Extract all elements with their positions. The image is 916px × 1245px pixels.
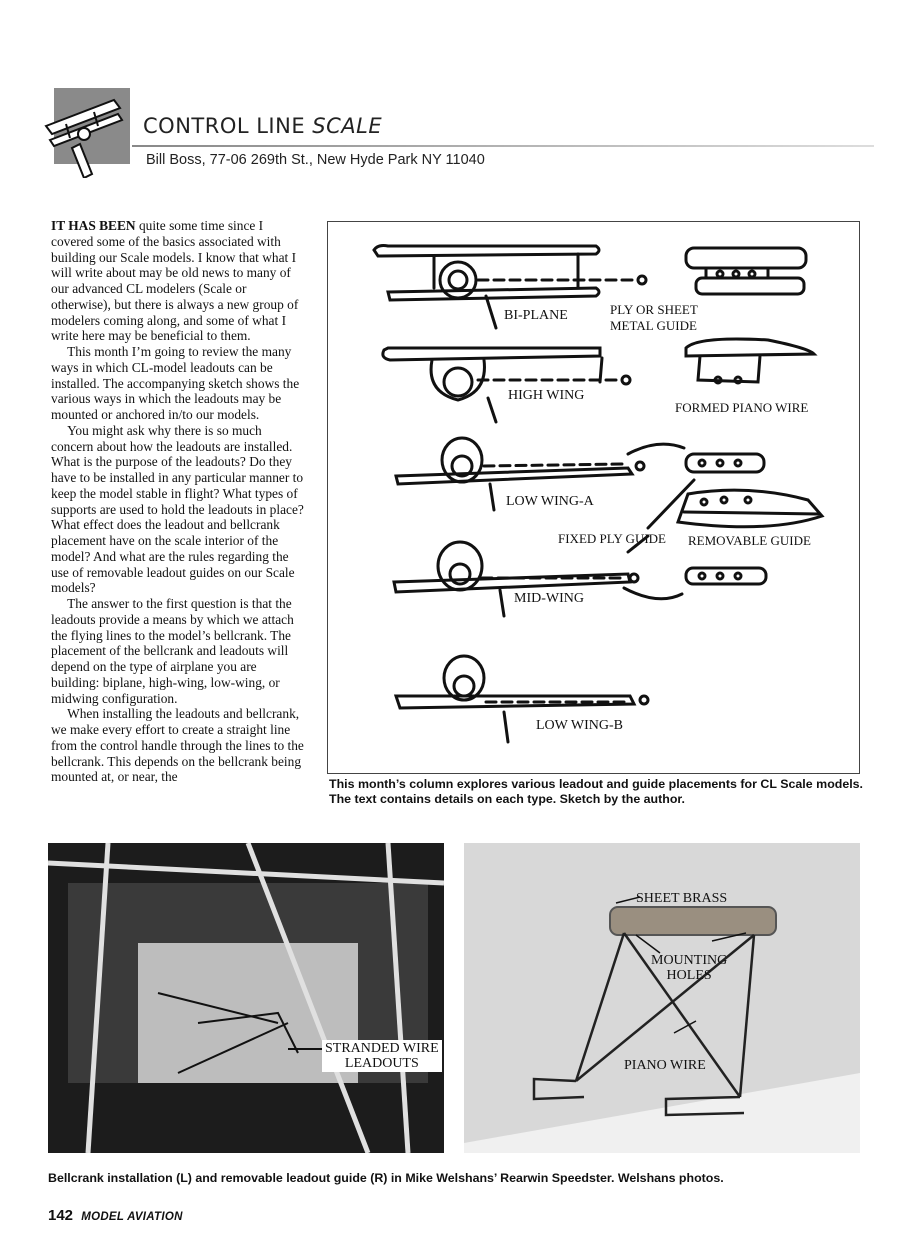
sketch-caption: This month’s column explores various leadout and guide placements for CL Scale models. The text contains details on each type. Sketch by the author. (329, 777, 863, 806)
column-title (143, 114, 382, 138)
article-paragraph-text: quite some time since I covered some of the basics associated with building our Scale models. I know that what I will write about may be old news to many of our advanced CL modelers (Scale or otherwise), but there is always a new group of modelers coming along, and some of what I write here may be beneficial to them. (51, 218, 299, 344)
article-lead-in: IT HAS BEEN (51, 218, 136, 233)
leadout-sketch (327, 221, 860, 774)
label-formed-wire: FORMED PIANO WIRE (675, 400, 809, 415)
label-high-wing: HIGH WING (508, 388, 585, 403)
label-stranded-wire: STRANDED WIRE (325, 1041, 439, 1056)
photo-bellcrank (48, 843, 444, 1153)
page-number: 142 (48, 1207, 74, 1224)
page-footer (48, 1207, 183, 1224)
biplane-upper-wing (374, 246, 599, 257)
label-sheet-brass: SHEET BRASS (636, 891, 728, 906)
label-biplane: BI-PLANE (504, 308, 568, 323)
label-low-wing-b: LOW WING-B (536, 718, 623, 733)
removable-guide (678, 490, 822, 527)
high-wing-fuselage (444, 368, 472, 396)
photo-leadout-guide (464, 843, 860, 1153)
biplane-lower-wing (388, 288, 599, 300)
label-ply-sheet-2: METAL GUIDE (610, 318, 697, 333)
ply-guide (686, 248, 806, 268)
photo-left-label (322, 1040, 442, 1072)
article-body (51, 218, 307, 785)
article-paragraph-1 (51, 218, 307, 344)
title-rule (132, 145, 874, 147)
sketch-drawing (328, 222, 861, 775)
label-low-wing-a: LOW WING-A (506, 494, 594, 509)
label-fixed-ply: FIXED PLY GUIDE (558, 531, 666, 546)
article-paragraph-4: The answer to the first question is that the leadouts provide a means by which we attach the flying lines to the model’s bellcrank. The placement of the bellcrank and leadouts will depend on the type of airplane you are building: biplane, high-wing, low-wing, or midwing configuration. (51, 596, 294, 706)
low-wing-b-fuselage (444, 656, 484, 700)
column-logo-biplane (44, 88, 130, 178)
magazine-name: MODEL AVIATION (81, 1211, 183, 1223)
article-paragraph-2: This month I’m going to review the many ways in which CL-model leadouts can be installed. The accompanying sketch shows the various ways in which the leadouts may be mounted or anchored in/to our models. (51, 344, 300, 422)
label-removable: REMOVABLE GUIDE (688, 533, 811, 548)
photos-caption: Bellcrank installation (L) and removable leadout guide (R) in Mike Welshans’ Rearwin Speedster. Welshans photos. (48, 1171, 724, 1185)
article-paragraph-5: When installing the leadouts and bellcrank, we make every effort to create a straight line from the control handle through the lines to the bellcrank. This depends on the bellcrank being mounted at, or near, the (51, 706, 304, 785)
biplane-fuselage (440, 262, 476, 298)
formed-wire-wing (686, 339, 814, 356)
high-wing-wing (383, 348, 600, 360)
label-mid-wing: MID-WING (514, 591, 584, 606)
label-holes: HOLES (666, 968, 712, 983)
column-title-main: CONTROL LINE (143, 114, 306, 138)
byline: Bill Boss, 77-06 269th St., New Hyde Park NY 11040 (146, 152, 485, 168)
article-paragraph-3: You might ask why there is so much concern about how the leadouts are installed. What is the purpose of the leadouts? Do they have to be installed in any particular manner to keep the model stable in flight? What types of supports are used to hold the leadouts in place? What effect does the leadout and bellcrank placement have on the scale interior of the model? And what are the rules regarding the use of removable leadout guides on our Scale models? (51, 422, 304, 596)
label-mounting: MOUNTING (651, 953, 728, 968)
column-title-italic: SCALE (312, 114, 383, 138)
label-leadouts: LEADOUTS (344, 1056, 419, 1071)
label-piano-wire: PIANO WIRE (624, 1058, 706, 1073)
label-ply-sheet-1: PLY OR SHEET (610, 302, 698, 317)
photo-right-holes-label (651, 953, 727, 983)
